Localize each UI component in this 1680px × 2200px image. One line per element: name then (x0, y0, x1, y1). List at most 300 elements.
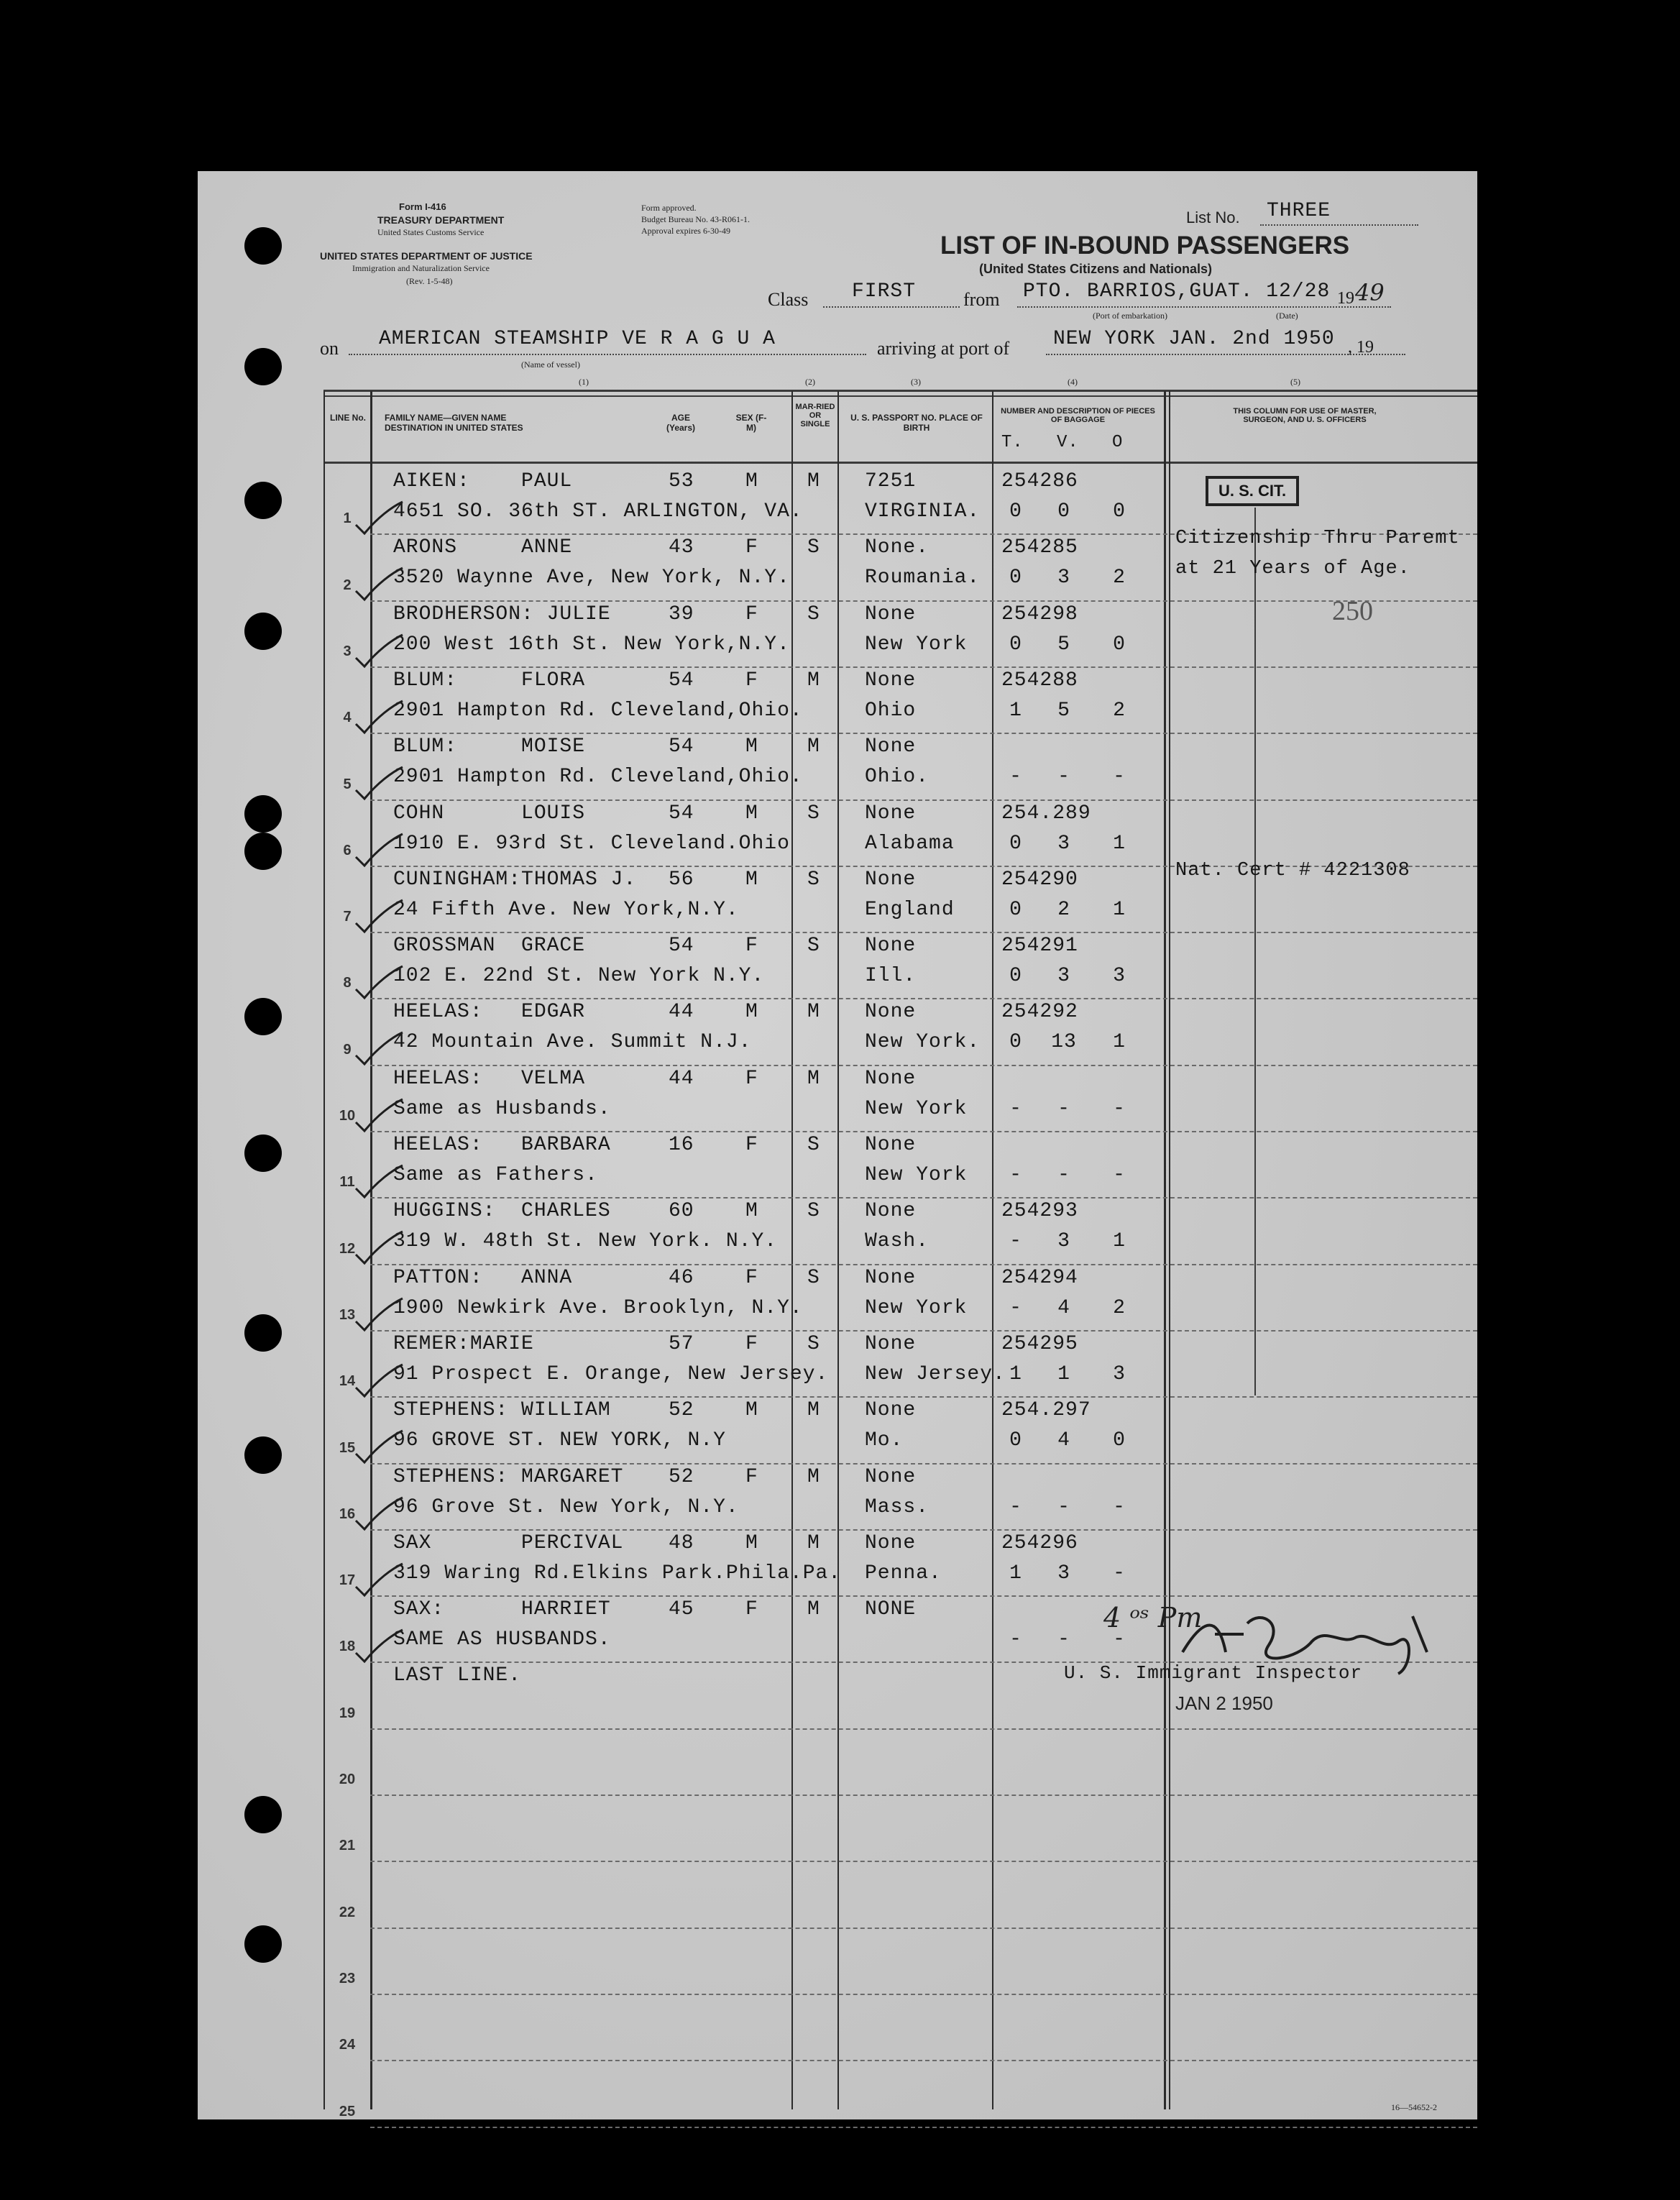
passenger-age: 56 (669, 868, 694, 891)
destination: 91 Prospect E. Orange, New Jersey. (393, 1362, 829, 1385)
vessel-name: AMERICAN STEAMSHIP VE R A G U A (379, 328, 776, 350)
passenger-name: AIKEN: PAUL (393, 470, 573, 492)
baggage-t: - (1009, 1628, 1022, 1651)
passport-no: None (865, 802, 917, 825)
destination: 3520 Waynne Ave, New York, N.Y. (393, 567, 790, 590)
underline (1046, 354, 1405, 355)
inspector-date: JAN 2 1950 (1175, 1692, 1273, 1714)
place-of-birth: Ohio (865, 699, 917, 722)
punch-hole (244, 833, 282, 870)
destination: 102 E. 22nd St. New York N.Y. (393, 965, 765, 988)
passport-no: None (865, 868, 917, 891)
baggage-t: - (1009, 1164, 1022, 1186)
row-divider (370, 1595, 1477, 1597)
passenger-age: 48 (669, 1531, 694, 1554)
passenger-sex: F (745, 1598, 758, 1621)
passenger-sex: M (745, 1200, 758, 1223)
passenger-sex: F (745, 1332, 758, 1355)
passport-no: None (865, 935, 917, 958)
baggage-v: 3 (1057, 1562, 1070, 1585)
place-of-birth: Alabama (865, 832, 955, 855)
baggage-v: 5 (1057, 633, 1070, 656)
destination: Same as Husbands. (393, 1097, 611, 1120)
ticket-no: 254293 (1001, 1200, 1078, 1223)
col-divider (992, 391, 993, 2109)
destination: 2901 Hampton Rd. Cleveland,Ohio. (393, 766, 803, 789)
check-mark (349, 1019, 406, 1070)
line-number: 22 (339, 1904, 356, 1920)
check-mark (349, 1418, 406, 1468)
marital-status: M (807, 669, 820, 692)
destination: 2901 Hampton Rd. Cleveland,Ohio. (393, 699, 803, 722)
punch-hole (244, 1314, 282, 1352)
passenger-name: HUGGINS: CHARLES (393, 1200, 611, 1223)
number-250: 250 (1332, 596, 1373, 626)
ticket-no: 254.297 (1001, 1399, 1091, 1422)
destination: 4651 SO. 36th ST. ARLINGTON, VA. (393, 500, 803, 523)
line-number: 24 (339, 2037, 356, 2053)
underline (823, 306, 960, 308)
passenger-age: 54 (669, 669, 694, 692)
line-number: 3 (343, 643, 352, 659)
line-number: 8 (343, 975, 352, 991)
passport-no: None (865, 1067, 917, 1090)
passenger-age: 52 (669, 1465, 694, 1488)
baggage-t: 0 (1009, 567, 1022, 590)
ticket-no: 254285 (1001, 536, 1078, 559)
passenger-name: BLUM: FLORA (393, 669, 586, 692)
passport-no: None (865, 602, 917, 625)
passenger-sex: F (745, 935, 758, 958)
check-mark (349, 1352, 406, 1402)
passenger-sex: M (745, 470, 758, 492)
line-number: 16 (339, 1505, 356, 1522)
passenger-age: 46 (669, 1266, 694, 1289)
passenger-age: 54 (669, 735, 694, 758)
col-header-passport: U. S. PASSPORT NO. PLACE OF BIRTH (850, 413, 983, 433)
destination: 1910 E. 93rd St. Cleveland.Ohio (393, 832, 790, 855)
punch-hole (244, 1796, 282, 1833)
place-of-birth: VIRGINIA. (865, 500, 981, 523)
passport-no: None (865, 1001, 917, 1024)
check-mark (349, 688, 406, 738)
line-number: 7 (343, 909, 352, 925)
from-label: from (963, 289, 1000, 310)
col-num: (2) (805, 377, 815, 387)
place-of-birth: Roumania. (865, 567, 981, 590)
baggage-t: 0 (1009, 965, 1022, 988)
passenger-age: 54 (669, 935, 694, 958)
naturalization-certificate: Nat. Cert # 4221308 (1175, 860, 1410, 881)
line-number: 9 (343, 1041, 352, 1058)
baggage-t: 1 (1009, 1362, 1022, 1385)
passenger-sex: M (745, 868, 758, 891)
passenger-age: 16 (669, 1134, 694, 1156)
passenger-age: 43 (669, 536, 694, 559)
baggage-t: 0 (1009, 832, 1022, 855)
passenger-sex: M (745, 1001, 758, 1024)
line-number: 12 (339, 1240, 356, 1257)
row-divider (370, 1861, 1477, 1862)
passenger-sex: F (745, 669, 758, 692)
ticket-no: 254292 (1001, 1001, 1078, 1024)
baggage-v: - (1057, 1164, 1070, 1186)
check-mark (349, 555, 406, 605)
passenger-sex: M (745, 735, 758, 758)
row-divider (370, 1928, 1477, 1929)
place-of-birth: Wash. (865, 1230, 929, 1253)
passenger-age: 44 (669, 1001, 694, 1024)
line-number: 14 (339, 1373, 356, 1390)
marital-status: S (807, 536, 820, 559)
baggage-t: - (1009, 1296, 1022, 1319)
doj-name: UNITED STATES DEPARTMENT OF JUSTICE (320, 250, 533, 262)
check-mark (349, 622, 406, 672)
remarks-guide-line (1254, 508, 1256, 1395)
passport-no: None. (865, 536, 929, 559)
marital-status: S (807, 802, 820, 825)
baggage-o: - (1113, 1628, 1126, 1651)
baggage-t: 0 (1009, 500, 1022, 523)
class-label: Class (768, 289, 809, 310)
row-divider (370, 1330, 1477, 1332)
line-number: 17 (339, 1572, 356, 1589)
line-number: 19 (339, 1705, 356, 1721)
passenger-name: BRODHERSON: JULIE (393, 602, 611, 625)
row-divider (370, 1795, 1477, 1796)
line-number: 1 (343, 510, 352, 527)
row-divider (370, 1065, 1477, 1066)
passport-no: None (865, 1465, 917, 1488)
baggage-t: - (1009, 1495, 1022, 1518)
passenger-sex: F (745, 1465, 758, 1488)
on-label: on (320, 338, 339, 359)
destination: 1900 Newkirk Ave. Brooklyn, N.Y. (393, 1296, 803, 1319)
ticket-no: 254286 (1001, 470, 1078, 492)
table-top-border (323, 390, 1477, 392)
baggage-t: - (1009, 766, 1022, 789)
passport-no: None (865, 1266, 917, 1289)
passenger-age: 52 (669, 1399, 694, 1422)
us-citizen-stamp: U. S. CIT. (1206, 476, 1299, 506)
line-number: 13 (339, 1306, 356, 1323)
col-num: (4) (1068, 377, 1078, 387)
passenger-name: CUNINGHAM:THOMAS J. (393, 868, 637, 891)
line-number: 5 (343, 776, 352, 792)
passenger-name: HEELAS: EDGAR (393, 1001, 586, 1024)
passenger-age: 39 (669, 602, 694, 625)
place-of-birth: New York (865, 1097, 968, 1120)
ticket-no: 254296 (1001, 1531, 1078, 1554)
line-number: 10 (339, 1108, 356, 1124)
destination: 200 West 16th St. New York,N.Y. (393, 633, 790, 656)
baggage-o: 0 (1113, 500, 1126, 523)
check-mark (349, 1152, 406, 1203)
baggage-v: - (1057, 1495, 1070, 1518)
check-mark (349, 1617, 406, 1667)
baggage-o: - (1113, 1562, 1126, 1585)
date-caption: (Date) (1276, 311, 1298, 321)
ticket-no: 254295 (1001, 1332, 1078, 1355)
passport-no: None (865, 1200, 917, 1223)
baggage-o: - (1113, 1164, 1126, 1186)
row-divider (370, 1131, 1477, 1132)
baggage-o: 2 (1113, 1296, 1126, 1319)
passenger-sex: F (745, 1067, 758, 1090)
punch-hole (244, 1135, 282, 1172)
marital-status: M (807, 735, 820, 758)
passenger-name: LAST LINE. (393, 1664, 522, 1687)
passenger-sex: F (745, 536, 758, 559)
baggage-t: 0 (1009, 1429, 1022, 1452)
ins-name: Immigration and Naturalization Service (352, 263, 490, 273)
destination: Same as Fathers. (393, 1164, 598, 1186)
place-of-birth: Ill. (865, 965, 917, 988)
line-number: 15 (339, 1439, 356, 1456)
check-mark (349, 1485, 406, 1535)
baggage-o: 0 (1113, 1429, 1126, 1452)
row-divider (370, 932, 1477, 933)
row-divider (370, 600, 1477, 602)
col-num: (5) (1290, 377, 1300, 387)
row-divider (370, 2127, 1477, 2128)
table-top-border (323, 395, 1477, 397)
list-no-label: List No. (1186, 208, 1240, 226)
list-no-value: THREE (1267, 200, 1331, 222)
place-of-birth: England (865, 898, 955, 921)
punch-hole (244, 348, 282, 385)
line-number: 2 (343, 577, 352, 593)
passenger-name: SAX: HARRIET (393, 1598, 611, 1621)
row-divider (370, 733, 1477, 734)
baggage-v: 4 (1057, 1296, 1070, 1319)
passport-no: None (865, 735, 917, 758)
arriving-label: arriving at port of (877, 338, 1010, 359)
passenger-name: SAX PERCIVAL (393, 1531, 624, 1554)
passenger-name: COHN LOUIS (393, 802, 586, 825)
passenger-name: PATTON: ANNA (393, 1266, 573, 1289)
baggage-v: 1 (1057, 1362, 1070, 1385)
place-of-birth: Penna. (865, 1562, 942, 1585)
marital-status: S (807, 1134, 820, 1156)
baggage-v: 13 (1051, 1031, 1077, 1054)
destination: 319 W. 48th St. New York. N.Y. (393, 1230, 778, 1253)
baggage-v: 4 (1057, 1429, 1070, 1452)
baggage-v: 3 (1057, 567, 1070, 590)
form-number: Form I-416 (399, 201, 446, 212)
check-mark (349, 1285, 406, 1336)
col-header-name: FAMILY NAME—GIVEN NAME DESTINATION IN UNITED STATES (385, 413, 523, 433)
marital-status: S (807, 1266, 820, 1289)
baggage-o: - (1113, 1097, 1126, 1120)
row-divider (370, 1994, 1477, 1995)
ticket-no: 254291 (1001, 935, 1078, 958)
marital-status: M (807, 1001, 820, 1024)
line-number: 4 (343, 710, 352, 726)
inspector-title: U. S. Immigrant Inspector (1064, 1662, 1363, 1684)
destination: 24 Fifth Ave. New York,N.Y. (393, 898, 739, 921)
check-mark (349, 754, 406, 805)
passenger-age: 44 (669, 1067, 694, 1090)
line-number: 25 (339, 2103, 356, 2119)
underline (1260, 224, 1418, 226)
customs-name: United States Customs Service (377, 227, 485, 237)
form-approved: Form approved. (641, 203, 697, 213)
passenger-sex: M (745, 802, 758, 825)
approval-expires: Approval expires 6-30-49 (641, 226, 730, 236)
baggage-o: 2 (1113, 567, 1126, 590)
citizenship-note-1: Citizenship Thru Paremt (1175, 528, 1460, 549)
row-divider (370, 799, 1477, 801)
col-divider (1164, 391, 1166, 2109)
year-value: 49 (1355, 279, 1385, 306)
row-divider (370, 1264, 1477, 1265)
passenger-age: 45 (669, 1598, 694, 1621)
passport-no: None (865, 1134, 917, 1156)
col-divider (1169, 391, 1170, 2109)
place-of-birth: New York. (865, 1031, 981, 1054)
passport-no: 7251 (865, 470, 917, 492)
dept-name: TREASURY DEPARTMENT (377, 214, 505, 226)
baggage-o: 3 (1113, 965, 1126, 988)
punch-hole (244, 998, 282, 1035)
check-mark (349, 821, 406, 871)
destination: 319 Waring Rd.Elkins Park.Phila.Pa. (393, 1562, 842, 1585)
place-of-birth: Mo. (865, 1429, 904, 1452)
col-divider (791, 391, 793, 2109)
class-value: FIRST (852, 280, 917, 303)
manifest-page (198, 171, 1477, 2119)
passenger-name: HEELAS: BARBARA (393, 1134, 611, 1156)
passenger-sex: F (745, 1266, 758, 1289)
baggage-t: 1 (1009, 1562, 1022, 1585)
col-header-line: LINE No. (330, 413, 366, 423)
baggage-v: - (1057, 1097, 1070, 1120)
passport-no: NONE (865, 1598, 917, 1621)
baggage-o: 1 (1113, 1031, 1126, 1054)
passport-no: None (865, 669, 917, 692)
marital-status: M (807, 1598, 820, 1621)
marital-status: M (807, 1399, 820, 1422)
line-number: 11 (339, 1174, 355, 1191)
line-number: 21 (339, 1838, 356, 1854)
passenger-name: HEELAS: VELMA (393, 1067, 586, 1090)
passenger-sex: M (745, 1531, 758, 1554)
col-header-sex: SEX (F-M) (735, 413, 767, 433)
marital-status: M (807, 470, 820, 492)
punch-hole (244, 1925, 282, 1963)
year-prefix: 19 (1337, 289, 1354, 308)
marital-status: M (807, 1531, 820, 1554)
baggage-o: - (1113, 766, 1126, 789)
baggage-t: 0 (1009, 898, 1022, 921)
baggage-v: 3 (1057, 965, 1070, 988)
arrival-year-suffix: , 19 (1348, 338, 1374, 357)
col-header-age: AGE (Years) (666, 413, 696, 433)
passenger-age: 57 (669, 1332, 694, 1355)
check-mark (349, 1219, 406, 1269)
row-divider (370, 2060, 1477, 2061)
underline (349, 354, 866, 355)
place-of-birth: Ohio. (865, 766, 929, 789)
passenger-age: 54 (669, 802, 694, 825)
baggage-v: - (1057, 766, 1070, 789)
passenger-name: STEPHENS: MARGARET (393, 1465, 624, 1488)
row-divider (370, 1463, 1477, 1465)
row-divider (370, 1728, 1477, 1730)
passenger-age: 60 (669, 1200, 694, 1223)
handwritten-time-note: 4 ᵒˢ Pm (1103, 1602, 1203, 1633)
passport-no: None (865, 1531, 917, 1554)
punch-hole (244, 613, 282, 650)
underline (1017, 306, 1391, 308)
row-divider (370, 1529, 1477, 1531)
baggage-v: 3 (1057, 1230, 1070, 1253)
col-divider (837, 391, 839, 2109)
col-header-baggage-sub: T. V. O (1001, 433, 1124, 452)
col-num: (3) (911, 377, 921, 387)
baggage-o: 1 (1113, 832, 1126, 855)
ticket-no: 254294 (1001, 1266, 1078, 1289)
check-mark (349, 1086, 406, 1137)
row-divider (370, 998, 1477, 999)
place-of-birth: Mass. (865, 1495, 929, 1518)
citizenship-note-2: at 21 Years of Age. (1175, 558, 1410, 579)
passenger-sex: F (745, 602, 758, 625)
baggage-o: 0 (1113, 633, 1126, 656)
page-subtitle: (United States Citizens and Nationals) (979, 262, 1213, 276)
place-of-birth: New York (865, 633, 968, 656)
col-num: (1) (579, 377, 589, 387)
punch-hole (244, 1436, 282, 1474)
footer-code: 16—54652-2 (1391, 2102, 1437, 2112)
check-mark (349, 489, 406, 539)
revision: (Rev. 1-5-48) (406, 276, 453, 286)
passport-no: None (865, 1399, 917, 1422)
marital-status: S (807, 935, 820, 958)
from-value: PTO. BARRIOS,GUAT. 12/28 (1023, 280, 1331, 303)
ticket-no: 254.289 (1001, 802, 1091, 825)
baggage-t: - (1009, 1230, 1022, 1253)
marital-status: M (807, 1465, 820, 1488)
passenger-name: STEPHENS: WILLIAM (393, 1399, 611, 1422)
passenger-age: 53 (669, 470, 694, 492)
baggage-v: 0 (1057, 500, 1070, 523)
baggage-o: 1 (1113, 1230, 1126, 1253)
line-number: 23 (339, 1970, 356, 1986)
passenger-name: BLUM: MOISE (393, 735, 586, 758)
row-divider (370, 1396, 1477, 1398)
marital-status: M (807, 1067, 820, 1090)
page-title: LIST OF IN-BOUND PASSENGERS (940, 232, 1350, 260)
place-of-birth: New York (865, 1296, 968, 1319)
passenger-sex: M (745, 1399, 758, 1422)
baggage-o: - (1113, 1495, 1126, 1518)
passenger-name: ARONS ANNE (393, 536, 573, 559)
baggage-v: 3 (1057, 832, 1070, 855)
row-divider (370, 666, 1477, 668)
line-number: 20 (339, 1772, 356, 1787)
line-number: 6 (343, 842, 352, 858)
marital-status: S (807, 1332, 820, 1355)
check-mark (349, 1551, 406, 1601)
place-of-birth: New Jersey. (865, 1362, 1006, 1385)
passenger-name: REMER:MARIE (393, 1332, 534, 1355)
vessel-caption: (Name of vessel) (521, 359, 580, 370)
baggage-t: - (1009, 1097, 1022, 1120)
baggage-o: 2 (1113, 699, 1126, 722)
baggage-o: 1 (1113, 898, 1126, 921)
